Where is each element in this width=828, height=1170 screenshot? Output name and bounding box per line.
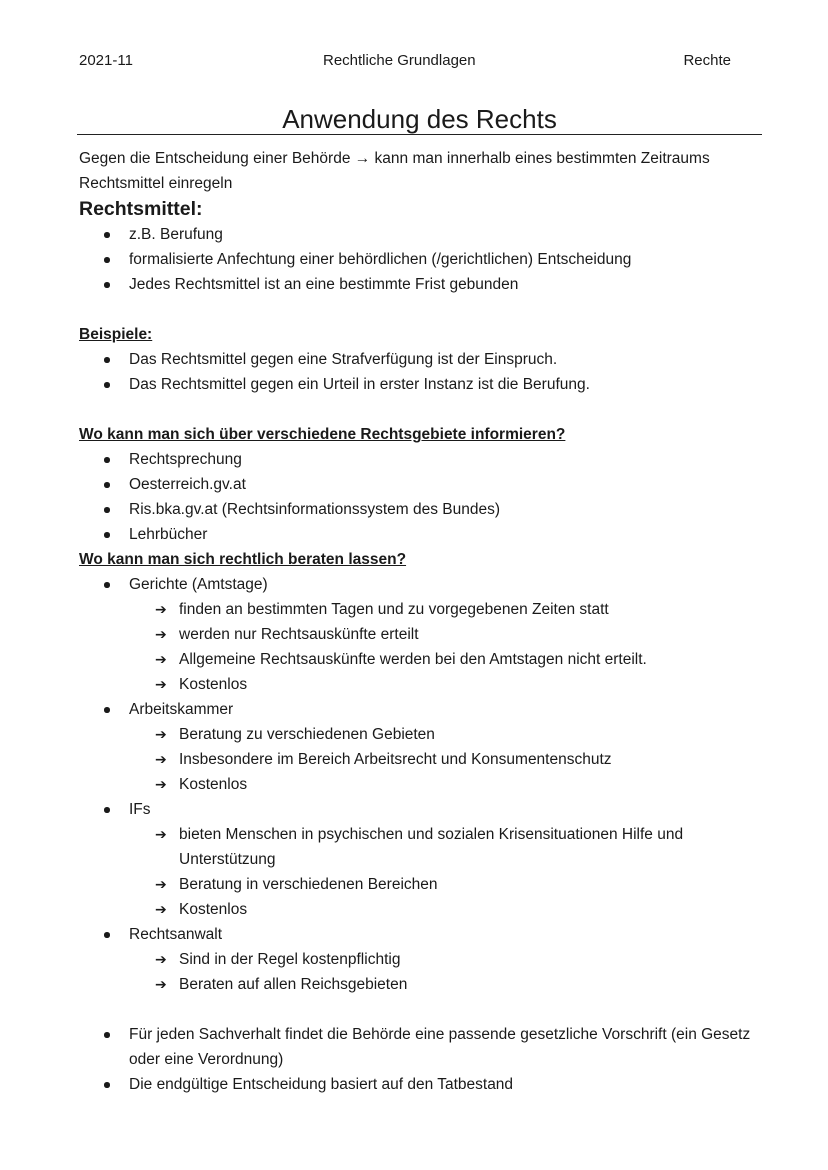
list-item: z.B. Berufung	[79, 222, 759, 247]
sub-item-text: Beratung in verschiedenen Bereichen	[179, 876, 438, 893]
rechtsanwalt-sublist	[79, 947, 759, 997]
sub-item-text: werden nur Rechtsauskünfte erteilt	[179, 626, 419, 643]
sub-item	[79, 647, 759, 672]
spacer	[79, 997, 759, 1022]
closing-list	[79, 1022, 759, 1097]
gerichte-sublist	[79, 597, 759, 697]
arrow-right-icon: ➔	[155, 676, 167, 692]
arrow-right-icon: ➔	[155, 951, 167, 967]
list-item: Für jeden Sachverhalt findet die Behörde eine passende gesetzliche Vorschrift (ein Gesetz oder eine Verordnung)	[79, 1022, 759, 1072]
beraten-list	[79, 797, 759, 822]
beraten-heading: Wo kann man sich rechtlich beraten lassen?	[79, 551, 407, 568]
sub-item-text: Allgemeine Rechtsauskünfte werden bei den Amtstagen nicht erteilt.	[179, 651, 647, 668]
list-item: Jedes Rechtsmittel ist an eine bestimmte Frist gebunden	[79, 272, 759, 297]
arrow-right-icon: ➔	[155, 776, 167, 792]
list-item	[79, 797, 759, 822]
sub-item-text: Sind in der Regel kostenpflichtig	[179, 951, 401, 968]
sub-item-text: Insbesondere im Bereich Arbeitsrecht und Konsumentenschutz	[179, 751, 612, 768]
beraten-list	[79, 697, 759, 722]
sub-item	[79, 972, 759, 997]
sub-item	[79, 897, 759, 922]
sub-item	[79, 622, 759, 647]
header-subject: Rechtliche Grundlagen	[323, 52, 476, 69]
arbeitskammer-sublist	[79, 722, 759, 797]
title-underline	[77, 134, 762, 135]
sub-item-text: Beraten auf allen Reichsgebieten	[179, 976, 408, 993]
list-item: Lehrbücher	[79, 522, 759, 547]
list-item: formalisierte Anfechtung einer behördlichen (/gerichtlichen) Entscheidung	[79, 247, 759, 272]
header-date: 2021-11	[79, 52, 133, 69]
arrow-right-icon: ➔	[155, 626, 167, 642]
list-item: Oesterreich.gv.at	[79, 472, 759, 497]
sub-item	[79, 822, 759, 872]
list-item	[79, 922, 759, 947]
beraten-list	[79, 922, 759, 947]
arrow-right-icon: ➔	[155, 726, 167, 742]
rechtsmittel-heading: Rechtsmittel:	[79, 198, 203, 220]
sub-item-text: bieten Menschen in psychischen und sozialen Krisensituationen Hilfe und Unterstützung	[179, 826, 684, 868]
list-item: Das Rechtsmittel gegen eine Strafverfügung ist der Einspruch.	[79, 347, 759, 372]
beraten-label: Arbeitskammer	[129, 701, 234, 718]
sub-item	[79, 722, 759, 747]
arrow-right-icon: ➔	[155, 976, 167, 992]
arrow-right-icon: ➔	[155, 901, 167, 917]
sub-item-text: Kostenlos	[179, 676, 248, 693]
page-header	[79, 52, 731, 72]
header-topic: Rechte	[683, 52, 731, 69]
arrow-right-icon: ➔	[155, 601, 167, 617]
arrow-right-icon: ➔	[155, 826, 167, 842]
sub-item	[79, 597, 759, 622]
beraten-label: IFs	[129, 801, 151, 818]
list-item: Ris.bka.gv.at (Rechtsinformationssystem des Bundes)	[79, 497, 759, 522]
sub-item-text: finden an bestimmten Tagen und zu vorgegebenen Zeiten statt	[179, 601, 609, 618]
sub-item-text: Beratung zu verschiedenen Gebieten	[179, 726, 435, 743]
list-item	[79, 697, 759, 722]
spacer	[79, 397, 759, 422]
beispiele-list	[79, 347, 759, 397]
arrow-right-icon: ➔	[155, 751, 167, 767]
sub-item-text: Kostenlos	[179, 776, 248, 793]
document-body	[79, 146, 759, 1097]
sub-item-text: Kostenlos	[179, 901, 248, 918]
informieren-list	[79, 447, 759, 547]
sub-item	[79, 947, 759, 972]
list-item: Das Rechtsmittel gegen ein Urteil in erster Instanz ist die Berufung.	[79, 372, 759, 397]
beraten-label: Gerichte (Amtstage)	[129, 576, 268, 593]
informieren-heading: Wo kann man sich über verschiedene Rechtsgebiete informieren?	[79, 426, 566, 443]
arrow-right-icon: ➔	[155, 876, 167, 892]
beispiele-heading: Beispiele:	[79, 326, 153, 343]
list-item: Die endgültige Entscheidung basiert auf den Tatbestand	[79, 1072, 759, 1097]
list-item	[79, 572, 759, 597]
arrow-right-icon: ➔	[155, 651, 167, 667]
sub-item	[79, 772, 759, 797]
rechtsmittel-list	[79, 222, 759, 297]
sub-item	[79, 672, 759, 697]
beraten-list	[79, 572, 759, 597]
intro-paragraph: Gegen die Entscheidung einer Behörde → kann man innerhalb eines bestimmten Zeitraums Rechtsmittel einregeln	[79, 150, 710, 192]
sub-item	[79, 747, 759, 772]
beraten-label: Rechtsanwalt	[129, 926, 223, 943]
list-item: Rechtsprechung	[79, 447, 759, 472]
spacer	[79, 297, 759, 322]
page-title: Anwendung des Rechts	[282, 104, 557, 134]
sub-item	[79, 872, 759, 897]
ifs-sublist	[79, 822, 759, 922]
